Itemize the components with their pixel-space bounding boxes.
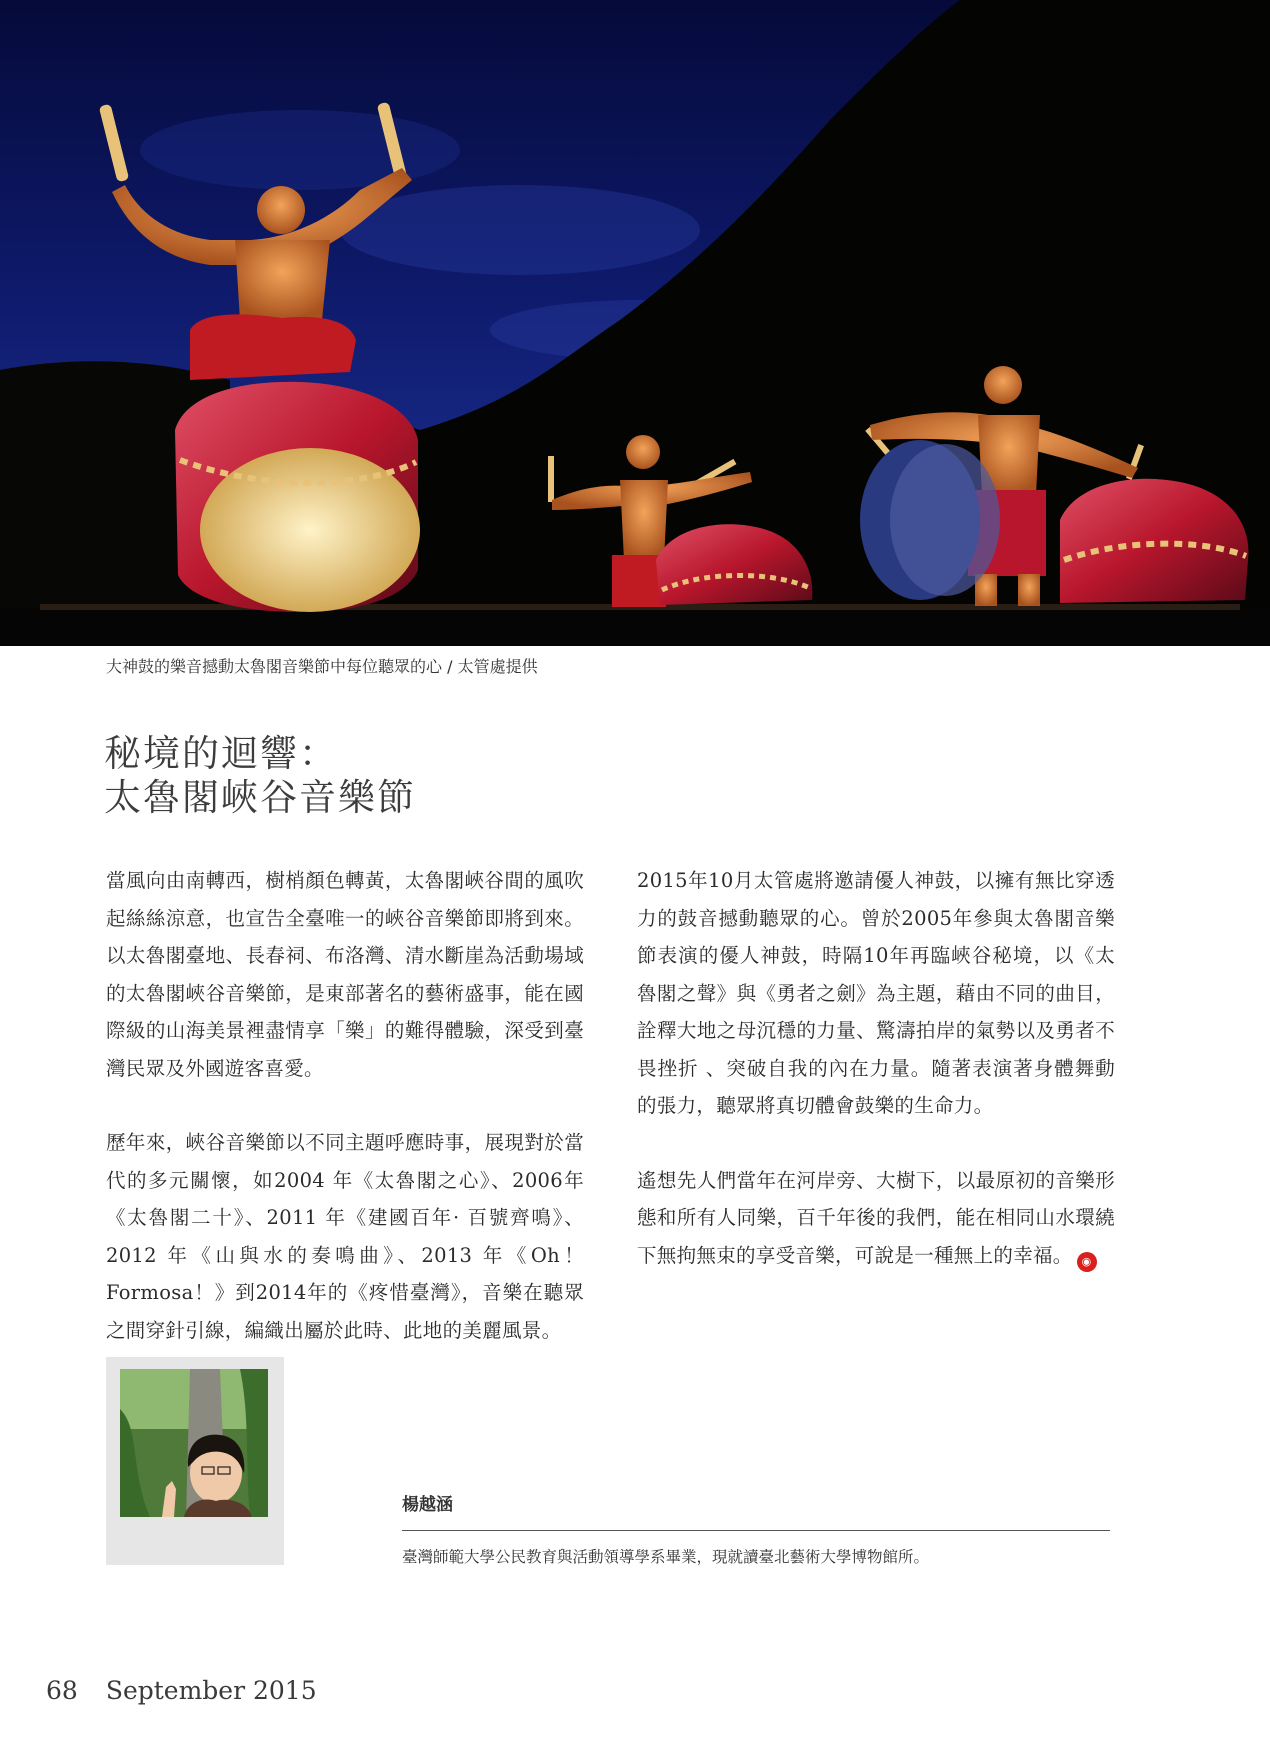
issue-date: September 2015 xyxy=(105,1676,317,1705)
author-photo-frame xyxy=(106,1357,284,1565)
photo-caption: 大神鼓的樂音撼動太魯閣音樂節中每位聽眾的心 / 太管處提供 xyxy=(106,657,538,676)
article-column-right xyxy=(637,862,1115,1311)
drum-right-tilted xyxy=(860,440,1000,600)
paragraph: 當風向由南轉西，樹梢顏色轉黃，太魯閣峽谷間的風吹起絲絲涼意，也宣告全臺唯一的峽谷音樂節即將到來。以太魯閣臺地、長春祠、布洛灣、清水斷崖為活動場域的太魯閣峽谷音樂節，是東部著名的藝術盛事，能在國際級的山海美景裡盡情享「樂」的難得體驗，深受到臺灣民眾及外國遊客喜愛。 xyxy=(106,869,584,1080)
author-name: 楊越涵 xyxy=(402,1495,453,1515)
author-photo xyxy=(120,1369,268,1517)
author-divider xyxy=(402,1530,1110,1531)
article-title-line-1: 秘境的迴響： xyxy=(104,732,338,775)
hero-photo xyxy=(0,0,1270,646)
drum-left xyxy=(175,382,420,612)
paragraph: 歷年來，峽谷音樂節以不同主題呼應時事，展現對於當代的多元關懷，如2004 年《太魯閣之心》、2006年《太魯閣二十》、2011 年《建國百年· 百號齊鳴》、2012 年《山與水的奏鳴曲》、2013 年《Oh！Formosa！》到2014年的《疼惜臺灣》，音樂在聽眾之間穿針引線，編織出屬於此時、此地的美麗風景。 xyxy=(106,1131,584,1342)
article-title xyxy=(104,732,416,820)
author-bio: 臺灣師範大學公民教育與活動領導學系畢業，現就讀臺北藝術大學博物館所。 xyxy=(402,1548,930,1566)
article-title-line-2: 太魯閣峽谷音樂節 xyxy=(104,776,416,819)
paragraph-text: 遙想先人們當年在河岸旁、大樹下，以最原初的音樂形態和所有人同樂，百千年後的我們，能在相同山水環繞下無拘無束的享受音樂，可說是一種無上的幸福。 xyxy=(637,1168,1115,1267)
paragraph xyxy=(637,1162,1115,1275)
drummers-performance-image xyxy=(0,0,1270,646)
end-mark-icon: ◉ xyxy=(1077,1252,1097,1272)
page-number: 68 xyxy=(46,1676,78,1705)
article-column-left xyxy=(106,862,584,1386)
page-footer xyxy=(46,1676,317,1705)
paragraph: 2015年10月太管處將邀請優人神鼓，以擁有無比穿透力的鼓音撼動聽眾的心。曾於2005年參與太魯閣音樂節表演的優人神鼓，時隔10年再臨峽谷秘境，以《太魯閣之聲》與《勇者之劍》為主題，藉由不同的曲目，詮釋大地之母沉穩的力量、驚濤拍岸的氣勢以及勇者不畏挫折 、突破自我的內在力量。隨著表演著身體舞動的張力，聽眾將真切體會鼓樂的生命力。 xyxy=(637,869,1115,1117)
